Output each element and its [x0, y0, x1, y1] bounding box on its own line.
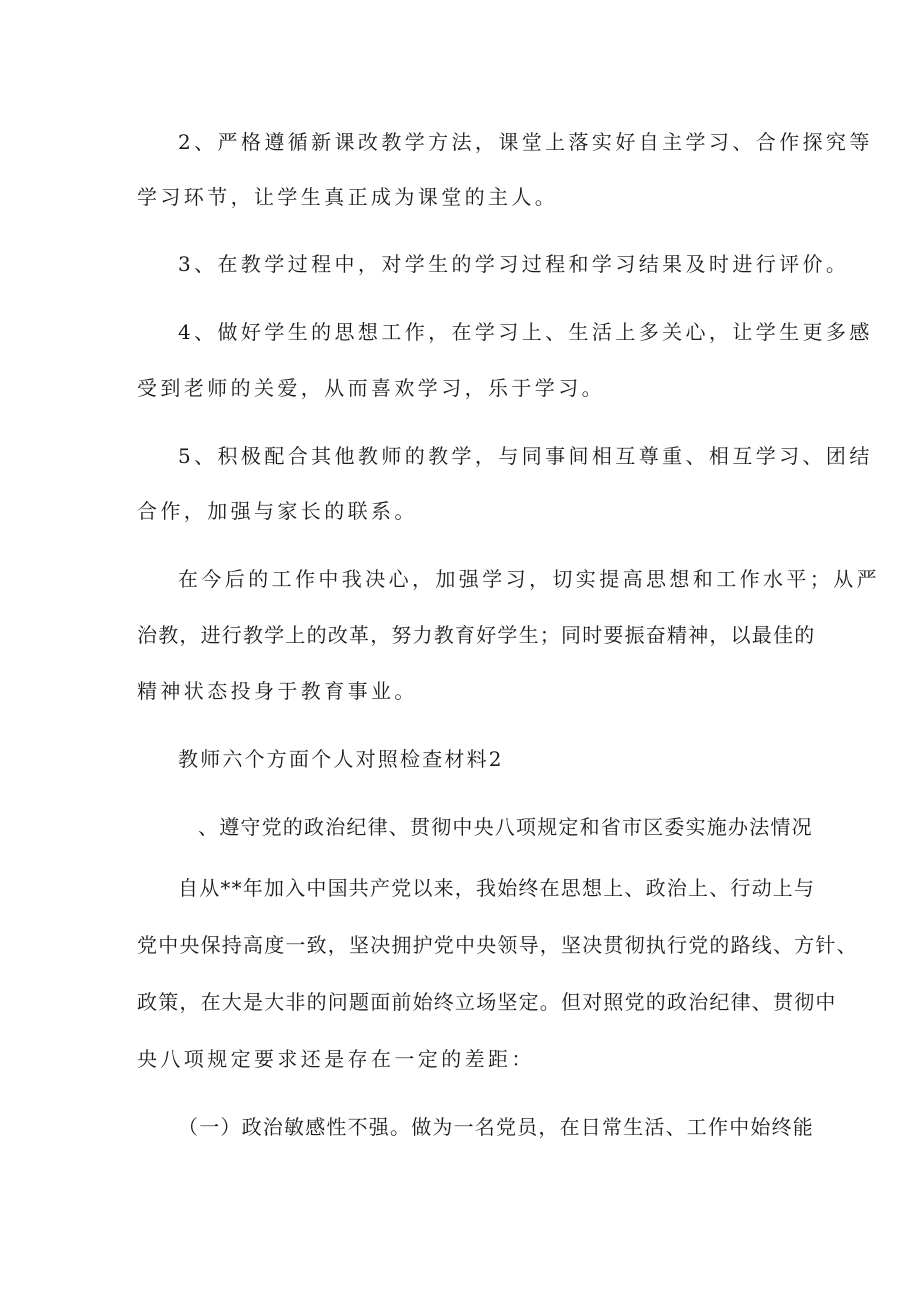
paragraph-party-membership-line-2: 党中央保持高度一致，坚决拥护党中央领导，坚决贯彻执行党的路线、方针、	[137, 933, 858, 957]
paragraph-item-3-line-1: 3、在教学过程中，对学生的学习过程和学习结果及时进行评价。	[178, 252, 850, 276]
paragraph-item-4-line-1: 4、做好学生的思想工作，在学习上、生活上多关心，让学生更多感	[178, 320, 873, 344]
paragraph-political-sensitivity-line-1: （一）政治敏感性不强。做为一名党员，在日常生活、工作中始终能	[178, 1115, 814, 1139]
paragraph-item-2-line-1: 2、严格遵循新课改教学方法，课堂上落实好自主学习、合作探究等	[178, 130, 873, 154]
paragraph-resolution-line-2: 治教，进行教学上的改革，努力教育好学生；同时要振奋精神，以最佳的	[137, 623, 816, 647]
paragraph-resolution-line-3: 精神状态投身于教育事业。	[137, 679, 418, 703]
section-title: 教师六个方面个人对照检查材料2	[178, 747, 504, 771]
paragraph-item-5-line-2: 合作，加强与家长的联系。	[137, 499, 418, 523]
section-heading-discipline: 、遵守党的政治纪律、贯彻中央八项规定和省市区委实施办法情况	[198, 815, 813, 839]
paragraph-item-4-line-2: 受到老师的关爱，从而喜欢学习，乐于学习。	[137, 376, 605, 400]
paragraph-party-membership-line-4: 央八项规定要求还是存在一定的差距：	[137, 1047, 535, 1071]
paragraph-resolution-line-1: 在今后的工作中我决心，加强学习，切实提高思想和工作水平；从严	[178, 567, 880, 591]
paragraph-party-membership-line-3: 政策，在大是大非的问题面前始终立场坚定。但对照党的政治纪律、贯彻中	[137, 990, 837, 1014]
paragraph-party-membership-line-1: 自从**年加入中国共产党以来，我始终在思想上、政治上、行动上与	[178, 876, 816, 900]
paragraph-item-2-line-2: 学习环节，让学生真正成为课堂的主人。	[137, 185, 559, 209]
paragraph-item-5-line-1: 5、积极配合其他教师的教学，与同事间相互尊重、相互学习、团结	[178, 444, 873, 468]
